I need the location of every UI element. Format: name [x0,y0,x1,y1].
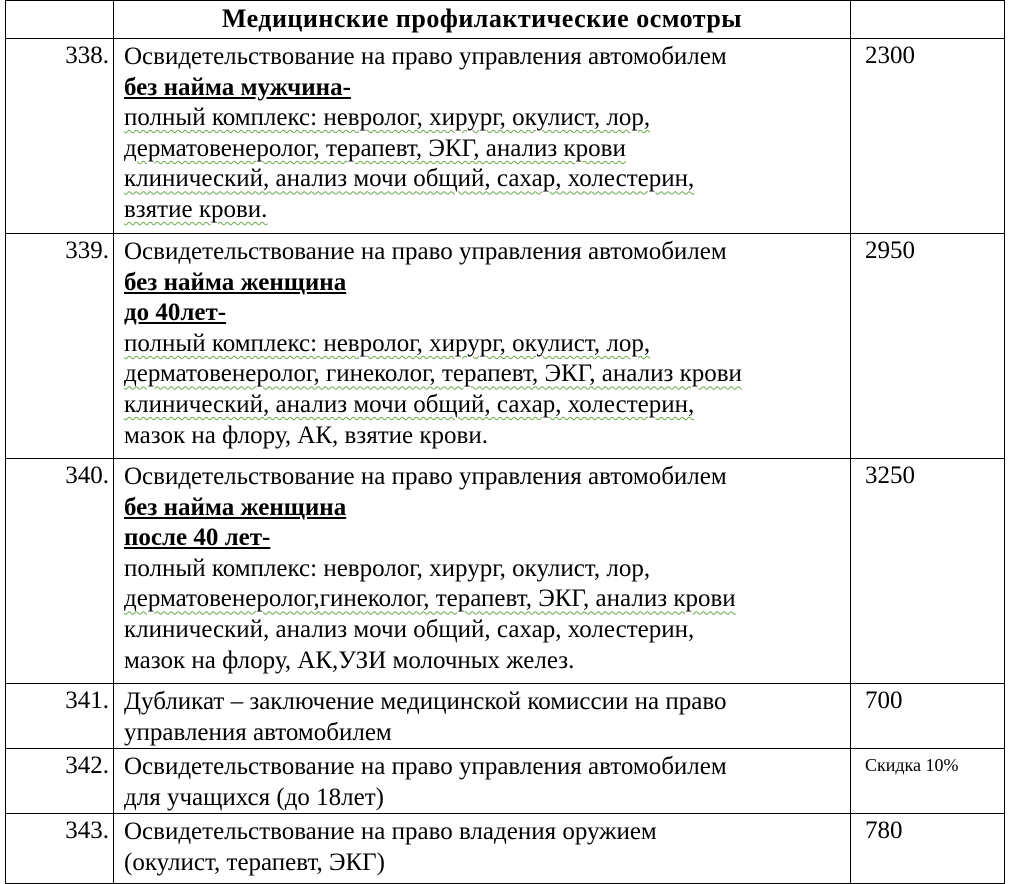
description-line: дерматовенеролог, терапевт, ЭКГ, анализ крови [124,134,626,162]
row-price: 780 [851,814,1005,884]
description-line: клинический, анализ мочи общий, сахар, холестерин, [124,615,695,643]
description-line: взятие крови. [124,195,268,223]
row-price: 2950 [851,234,1005,459]
table-row [6,459,1005,684]
row-description [114,814,851,884]
row-price: 3250 [851,459,1005,684]
description-line-emphasis: до 40лет- [124,299,227,327]
description-line: (окулист, терапевт, ЭКГ) [124,848,385,876]
description-line: для учащихся (до 18лет) [124,783,384,811]
table-header-row [6,1,1005,39]
table-row [6,684,1005,749]
description-line: Освидетельствование на право управления автомобилем [124,43,727,70]
description-line: клинический, анализ мочи общий, сахар, холестерин, [124,390,695,418]
description-line: полный комплекс: невролог, хирург, окулист, лор, [124,554,651,582]
table-row [6,234,1005,459]
row-number: 342. [6,749,114,814]
row-price-discount: Скидка 10% [851,749,1005,814]
description-line: Освидетельствование на право владения оружием [124,818,657,846]
description-line-emphasis: без найма женщина [124,268,347,296]
description-line-emphasis: после 40 лет- [124,524,271,552]
row-description [114,749,851,814]
description-line: Освидетельствование на право управления автомобилем [124,463,727,490]
row-description [114,39,851,234]
description-line: Освидетельствование на право управления автомобилем [124,238,727,265]
row-number: 341. [6,684,114,749]
row-number: 340. [6,459,114,684]
description-line: управления автомобилем [124,718,392,746]
row-number: 339. [6,234,114,459]
table-row [6,749,1005,814]
header-empty-cell [851,1,1005,39]
row-description [114,459,851,684]
table-title: Медицинские профилактические осмотры [114,1,851,39]
row-description [114,234,851,459]
description-line: мазок на флору, АК, взятие крови. [124,421,488,449]
description-line-emphasis: без найма мужчина- [124,73,351,101]
description-line: Освидетельствование на право управления автомобилем [124,753,727,781]
description-line: Дубликат – заключение медицинской комиссии на право [124,688,727,715]
description-line: полный комплекс: невролог, хирург, окулист, лор, [124,329,651,357]
description-line: мазок на флору, АК,УЗИ молочных желез. [124,646,575,674]
row-price: 700 [851,684,1005,749]
table-row [6,814,1005,884]
description-line: дерматовенеролог,гинеколог, терапевт, ЭКГ, анализ крови [124,585,736,613]
description-line-emphasis: без найма женщина [124,493,347,521]
row-price: 2300 [851,39,1005,234]
description-line: дерматовенеролог, гинеколог, терапевт, ЭКГ, анализ крови [124,360,742,388]
header-empty-cell [6,1,114,39]
row-number: 343. [6,814,114,884]
table-row [6,39,1005,234]
price-table [5,0,1005,884]
row-description [114,684,851,749]
description-line: полный комплекс: невролог, хирург, окулист, лор, [124,104,651,132]
row-number: 338. [6,39,114,234]
description-line: клинический, анализ мочи общий, сахар, холестерин, [124,165,695,193]
